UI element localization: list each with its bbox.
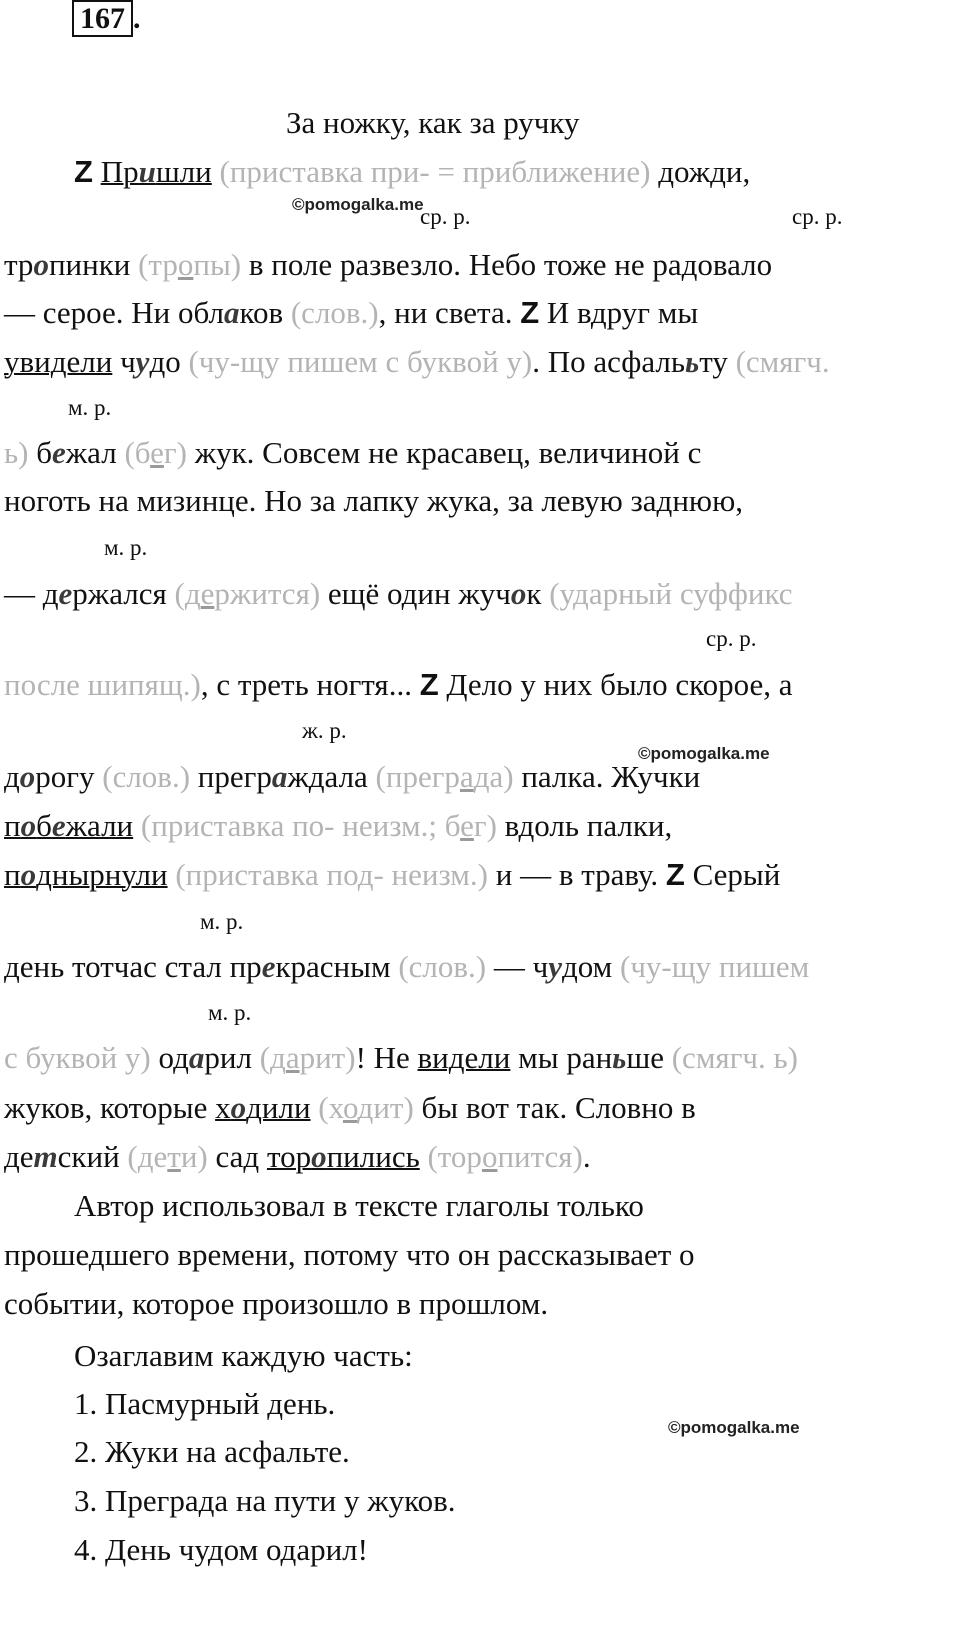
conclusion-line: событии, которое произошло в прошлом. (4, 1286, 549, 1321)
grammar-note: ж. р. (302, 718, 347, 743)
conclusion-line: Автор использовал в тексте глаголы только (74, 1188, 644, 1223)
text-line: жуков, которые ходили (ходит) бы вот так. Словно в (4, 1090, 696, 1125)
text-line: дорогу (слов.) преграждала (преграда) палка. Жучки (4, 759, 701, 794)
watermark: ©pomogalka.me (292, 195, 424, 214)
watermark: ©pomogalka.me (638, 744, 770, 763)
title-item: 4. День чудом одарил! (74, 1532, 368, 1567)
grammar-note: м. р. (208, 1000, 252, 1025)
title-item: 3. Преграда на пути у жуков. (74, 1483, 456, 1518)
text-line: день тотчас стал прекрасным (слов.) — чудом (чу-щу пишем (4, 949, 810, 984)
text-line: после шипящ.), с треть ногтя... Z Дело у них было скорое, а (4, 667, 793, 702)
text-line: — держался (держится) ещё один жучок (ударный суффикс (4, 576, 793, 611)
text-line: тропинки (тропы) в поле развезло. Небо тоже не радовало (4, 247, 773, 282)
text-line: ноготь на мизинце. Но за лапку жука, за левую заднюю, (4, 483, 743, 518)
conclusion-line: прошедшего времени, потому что он рассказывает о (4, 1237, 695, 1272)
titles-intro: Озаглавим каждую часть: (74, 1338, 413, 1373)
text-line: поднырнули (приставка под- неизм.) и — в траву. Z Серый (4, 857, 781, 892)
watermark: ©pomogalka.me (668, 1418, 800, 1437)
text-line: детский (дети) сад торопились (торопится). (4, 1139, 591, 1174)
grammar-note: м. р. (200, 909, 244, 934)
grammar-note: ср. р. (420, 204, 471, 229)
grammar-note: ср. р. (792, 204, 843, 229)
exercise-number: 167 . (72, 2, 141, 36)
title-item: 1. Пасмурный день. (74, 1386, 336, 1421)
text-line: ь) бежал (бег) жук. Совсем не красавец, величиной с (4, 435, 702, 470)
text-line: с буквой у) одарил (дарит)! Не видели мы раньше (смягч. ь) (4, 1040, 798, 1075)
text-line: побежали (приставка по- неизм.; бег) вдоль палки, (4, 808, 673, 843)
title-item: 2. Жуки на асфальте. (74, 1434, 350, 1469)
grammar-note: м. р. (104, 535, 148, 560)
text-line: увидели чудо (чу-щу пишем с буквой у). По асфалььту (смягч. (4, 344, 830, 379)
text-line: — серое. Ни облаков (слов.), ни света. Z И вдруг мы (4, 295, 699, 330)
grammar-note: ср. р. (706, 626, 757, 651)
text-title: За ножку, как за ручку (286, 105, 580, 140)
grammar-note: м. р. (68, 395, 112, 420)
text-line: Z Пришли (приставка при- = приближение) дожди, (74, 154, 751, 189)
